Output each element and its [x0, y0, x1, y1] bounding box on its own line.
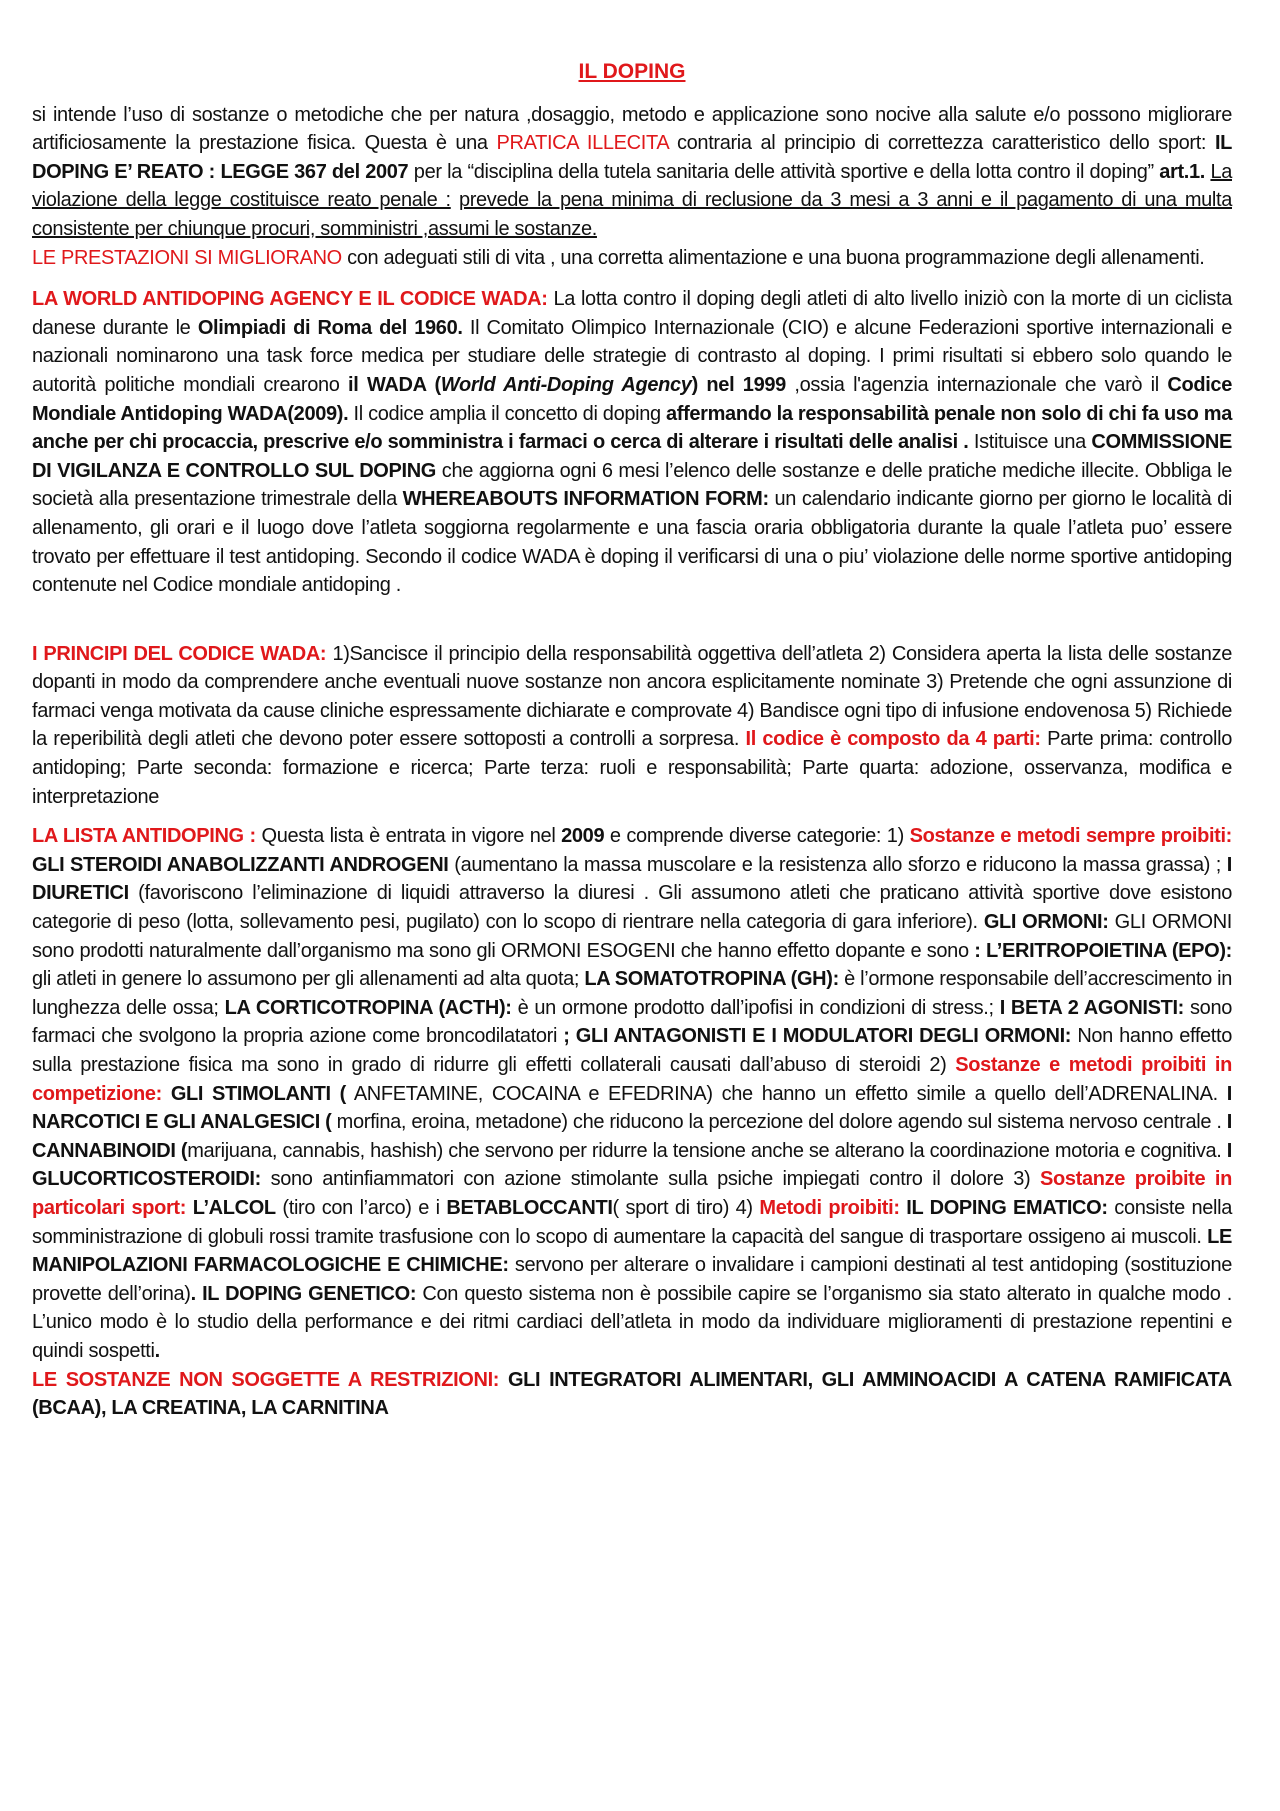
section-heading: LA WORLD ANTIDOPING AGENCY E IL CODICE WADA: [32, 288, 548, 311]
text-span: Parte prima: controllo antidoping; Parte seconda: formazione e ricerca; Parte terza: ruoli e responsabilità; Parte quarta: adozione, osservanza, modifica e interpretazione [32, 728, 1232, 808]
paragraph-wada [32, 285, 1232, 600]
text-span: per la “disciplina della tutela sanitaria delle attività sportive e della lotta contro il doping” [408, 160, 1160, 183]
text-span: ANFETAMINE, COCAINA e EFEDRINA) che hanno un effetto simile a quello dell’ADRENALINA. [346, 1082, 1227, 1105]
bold-span: : L’ERITROPOIETINA (EPO): [974, 939, 1232, 962]
text-span: Con questo sistema non è possibile capire se l’organismo sia stato alterato in qualche modo . L’unico modo è lo studio della performance e dei ritmi cardiaci dell’atleta in modo da individuare miglioramenti di prestazione repentini e quindi sospetti [32, 1282, 1232, 1362]
bold-span: LA CORTICOTROPINA (ACTH): [224, 996, 512, 1019]
text-span: ,ossia l'agenzia internazionale che varò il [785, 373, 1168, 396]
bold-span: art.1. [1159, 160, 1205, 183]
bold-span: I DIURETICI [32, 853, 1232, 905]
text-span: ( sport di tiro) 4) [612, 1196, 760, 1219]
text-span: La lotta contro il doping degli atleti di alto livello iniziò con la morte di un ciclista danese durante le [32, 288, 1232, 339]
section-heading: LA LISTA ANTIDOPING : [32, 825, 256, 848]
underlined-span: prevede la pena minima di reclusione da 3 mesi a 3 anni e il pagamento di una multa consistente per chiunque procuri, somministri ,assumi le sostanze. [32, 189, 1232, 240]
bold-italic-span: World Anti-Doping Agency [440, 373, 692, 396]
text-span: Questa lista è entrata in vigore nel [255, 825, 562, 848]
text-span: gli atleti in genere lo assumono per gli allenamenti ad alta quota; [32, 968, 585, 991]
highlight-red-bold: Sostanze proibite in particolari sport: [32, 1168, 1232, 1219]
bold-span: GLI ORMONI: [983, 911, 1109, 934]
bold-span: 2009 [561, 825, 605, 848]
text-span [451, 189, 459, 211]
highlight-red-bold: LE SOSTANZE NON SOGGETTE A RESTRIZIONI: [32, 1368, 500, 1391]
bold-span: GLI INTEGRATORI ALIMENTARI, GLI AMMINOACIDI A CATENA RAMIFICATA (BCAA), LA CREATINA, LA CARNITINA [32, 1368, 1232, 1420]
bold-span: il WADA ( [348, 373, 441, 396]
bold-span: ) nel 1999 [691, 373, 786, 396]
text-span: è un ormone prodotto dall’ipofisi in condizioni di stress.; [511, 996, 1000, 1019]
bold-span: . [154, 1339, 160, 1362]
text-span: servono per alterare o invalidare i campioni destinati al test antidoping (sostituzione provette dell’orina) [32, 1254, 1233, 1305]
bold-span: IL DOPING EMATICO: [906, 1196, 1108, 1219]
text-span: contraria al principio di correttezza caratteristico dello sport: [668, 132, 1215, 155]
text-span: e comprende diverse categorie: 1) [604, 825, 910, 848]
text-span: (tiro con l’arco) e i [275, 1196, 447, 1219]
bold-span: Codice Mondiale Antidoping WADA(2009). [32, 373, 1232, 425]
text-span: Il codice amplia il concetto di doping [348, 402, 667, 425]
page-title: IL DOPING [578, 60, 686, 83]
text-span: (aumentano la massa muscolare e la resistenza allo sforzo e riducono la massa grassa) ; [448, 853, 1227, 876]
paragraph-definition [32, 101, 1232, 273]
bold-span: I GLUCORTICOSTEROIDI: [32, 1139, 1233, 1191]
text-span: un calendario indicante giorno per giorno le località di allenamento, gli orari e il luogo dove l’atleta soggiorna regolarmente e una fascia oraria obbligatoria durante la quale l’atleta puo’ essere trovato per effettuare il test antidoping. Secondo il codice WADA è doping il verificarsi di una o piu’ violazione delle norme sportive antidoping contenute nel Codice mondiale antidoping . [32, 488, 1232, 597]
highlight-red-bold: Sostanze e metodi proibiti in competizione: [32, 1054, 1232, 1105]
paragraph-antidoping-list [32, 822, 1232, 1422]
bold-span: affermando la responsabilità penale non solo di chi fa uso ma anche per chi procaccia, prescrive e/o somministra i farmaci o cerca di alterare i risultati delle analisi . [32, 402, 1232, 454]
bold-span: COMMISSIONE DI VIGILANZA E CONTROLLO SUL DOPING [32, 431, 1232, 482]
bold-span: I CANNABINOIDI ( [32, 1111, 1232, 1162]
bold-span: . IL DOPING GENETICO: [190, 1282, 417, 1305]
text-span [186, 1197, 193, 1219]
text-span: GLI ORMONI sono prodotti naturalmente dall’organismo ma sono gli ORMONI ESOGENI che hanno effetto dopante e sono [32, 911, 1232, 962]
text-span: sono antinfiammatori con azione stimolante sulla psiche impiegati contro il dolore 3) [260, 1168, 1041, 1191]
bold-span: GLI STEROIDI ANABOLIZZANTI ANDROGENI [32, 853, 449, 876]
bold-span: LA SOMATOTROPINA (GH): [584, 968, 839, 991]
text-span: consiste nella somministrazione di globuli rossi tramite trasfusione con lo scopo di aumentare la capacità del sangue di trasportare ossigeno ai muscoli. [32, 1196, 1232, 1248]
document-page [32, 0, 1232, 1423]
bold-span: BETABLOCCANTI [446, 1196, 613, 1219]
paragraph-principles [32, 640, 1232, 812]
bold-span: LE MANIPOLAZIONI FARMACOLOGICHE E CHIMICHE: [32, 1225, 1232, 1277]
text-span: (favoriscono l’eliminazione di liquidi attraverso la diuresi . Gli assumono atleti che praticano attività sportive dove esistono categorie di peso (lotta, sollevamento pesi, pugilato) con lo scopo di rientrare nella categoria di gara inferiore). [32, 882, 1232, 934]
bold-span: L’ALCOL [192, 1196, 276, 1219]
bold-span: WHEREABOUTS INFORMATION FORM: [402, 488, 769, 511]
bold-span: GLI STIMOLANTI ( [170, 1082, 346, 1105]
underlined-span: La violazione della legge costituisce reato penale : [32, 160, 1232, 212]
highlight-red-bold: Il codice è composto da 4 parti: [745, 728, 1041, 751]
text-span: 1)Sancisce il principio della responsabilità oggettiva dell’atleta 2) Considera aperta la lista delle sostanze dopanti in modo da comprendere anche eventuali nuove sostanze non ancora esplicitamente nominate 3) Pretende che ogni assunzione di farmaci venga motivata da cause cliniche espressamente dichiarate e comprovate 4) Bandisce ogni tipo di infusione endovenosa 5) Richiede la reperibilità degli atleti che devono poter essere sottoposti a controlli a sorpresa. [32, 642, 1232, 751]
bold-span: Olimpiadi di Roma del 1960. [197, 316, 463, 339]
text-span: con adeguati stili di vita , una corretta alimentazione e una buona programmazione degli allenamenti. [341, 246, 1205, 269]
highlight-red-bold: Metodi proibiti: [759, 1196, 900, 1219]
bold-span: I BETA 2 AGONISTI: [999, 996, 1184, 1019]
bold-span: IL DOPING E’ REATO : LEGGE 367 del 2007 [32, 132, 1233, 183]
text-span: Istituisce una [968, 431, 1092, 454]
highlight-red: LE PRESTAZIONI SI MIGLIORANO [32, 246, 342, 269]
text-span: Non hanno effetto sulla prestazione fisica ma sono in grado di ridurre gli effetti collaterali causati dall’abuso di steroidi 2) [32, 1025, 1232, 1076]
text-span [162, 1083, 171, 1105]
text-span: che aggiorna ogni 6 mesi l’elenco delle sostanze e delle pratiche mediche illecite. Obbliga le società alla presentazione trimestrale della [32, 459, 1232, 511]
highlight-red: PRATICA ILLECITA [496, 132, 669, 155]
text-span: è l’ormone responsabile dell’accrescimento in lunghezza delle ossa; [32, 968, 1232, 1019]
text-span [499, 1369, 508, 1391]
highlight-red-bold: Sostanze e metodi sempre proibiti: [909, 825, 1232, 848]
text-span: Il Comitato Olimpico Internazionale (CIO) e alcune Federazioni sportive internazionali e nazionali nominarono una task force medica per studiare delle strategie di contrasto al doping. I primi risultati si ebbero solo quando le autorità politiche mondiali crearono [32, 316, 1232, 396]
text-span: morfina, eroina, metadone) che riducono la percezione del dolore agendo sul sistema nervoso centrale . [331, 1111, 1227, 1134]
text-span: marijuana, cannabis, hashish) che servono per ridurre la tensione anche se alterano la coordinazione motoria e cognitiva. [187, 1139, 1227, 1162]
section-heading: I PRINCIPI DEL CODICE WADA: [32, 642, 327, 665]
bold-span: I NARCOTICI E GLI ANALGESICI ( [32, 1082, 1233, 1134]
text-span: sono farmaci che svolgono la propria azione come broncodilatatori [32, 996, 1232, 1048]
text-span: si intende l’uso di sostanze o metodiche che per natura ,dosaggio, metodo e applicazione sono nocive alla salute e/o possono migliorare artificiosamente la prestazione fisica. Questa è una [32, 103, 1232, 155]
bold-span: ; GLI ANTAGONISTI E I MODULATORI DEGLI ORMONI: [563, 1025, 1072, 1048]
